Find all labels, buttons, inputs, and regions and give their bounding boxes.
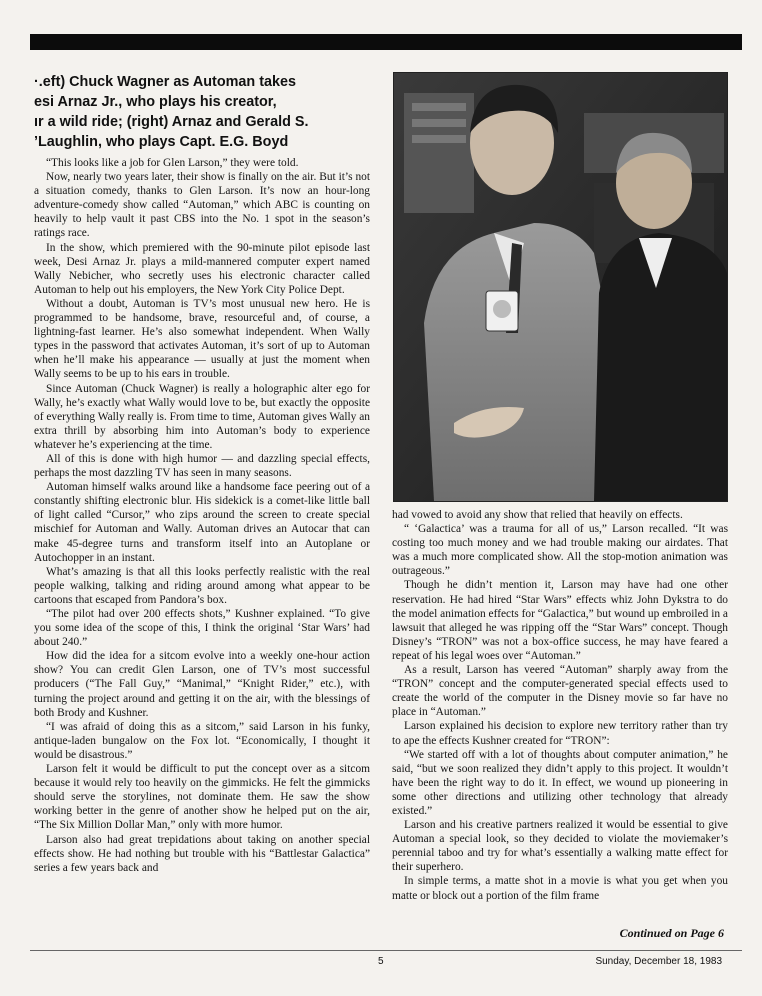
article-paragraph: As a result, Larson has veered “Automan” sharply away from the “TRON” concept and the computer-generated special effects used to create the world of the computer in the Disney movie so far have no place in “Automan.” (392, 664, 728, 719)
article-paragraph: How did the idea for a sitcom evolve into a weekly one-hour action show? You can credit Glen Larson, one of TV’s most successful producers (“The Fall Guy,” “Manimal,” “Knight Rider,” etc.), with turning the project around and getting it on the air, with the blessings of both Brody and Kushner. (34, 650, 370, 719)
caption-line: ·.eft) Chuck Wagner as Automan takes (34, 74, 297, 90)
article-paragraph: “I was afraid of doing this as a sitcom,” said Larson in his funky, antique-laden bungalow on the Fox lot. “Economically, I thought it would be disastrous.” (34, 720, 370, 761)
caption-line: ır a wild ride; (right) Arnaz and Gerald S. (34, 114, 309, 130)
article-paragraph: In the show, which premiered with the 90-minute pilot episode last week, Desi Arnaz Jr. plays a mild-mannered computer expert named Wally Nebicher, who secretly uses his electronic character called Automan to help out his employers, the New York City Police Dept. (34, 241, 370, 296)
article-paragraph: Larson and his creative partners realized it would be essential to give Automan a special look, so they decided to violate the moviemaker’s perennial taboo and try for what’s essentially a walking matte effect for their superhero. (392, 819, 728, 874)
issue-date: Sunday, December 18, 1983 (595, 956, 722, 967)
article-paragraph: Without a doubt, Automan is TV’s most unusual new hero. He is programmed to be handsome, brave, resourceful and, of course, a lightning-fast learner. He’s also somewhat independent. When Wally types in the password that activates Automan, it’s sort of up to Automan when he’ll make his appearance — usually at just the moment when Wally seems to be up to his ears in trouble. (34, 297, 370, 381)
article-paragraph: Automan himself walks around like a handsome face peering out of a constantly shifting electronic blur. His sidekick is a comet-like little ball of light called “Cursor,” who zips around the screen to create special mischief for Automan and Wally. Automan drives an Autocar that can make 45-degree turns and transform itself into an Autoplane or Autochopper in an instant. (34, 481, 370, 564)
article-paragraph: had vowed to avoid any show that relied that heavily on effects. (392, 509, 683, 521)
article-column-right (392, 508, 728, 903)
article-paragraph: Larson also had great trepidations about taking on another special effects show. He had nothing but trouble with his “Battlestar Galactica” series a few years back and (34, 833, 370, 874)
article-paragraph: “This looks like a job for Glen Larson,” they were told. (46, 157, 299, 169)
article-paragraph: Though he didn’t mention it, Larson may have had one other reservation. He had hired “Star Wars” effects whiz John Dykstra to do the model animation effects for “Galactica,” but wound up embroiled in a lawsuit that alleged he was ripping off the “Star Wars” concept. Though Disney’s “TRON” was not a box-office success, he may have feared a repeat of his legal woes over “Automan.” (392, 579, 728, 662)
article-column-left (34, 156, 370, 875)
article-paragraph: Larson explained his decision to explore new territory rather than try to ape the effects Kushner created for “TRON”: (392, 720, 728, 747)
article-paragraph: “The pilot had over 200 effects shots,” Kushner explained. “To give you some idea of the scope of this, I think the original ‘Star Wars’ had about 240.” (34, 608, 370, 649)
header-rule (30, 34, 742, 50)
article-paragraph: “We started off with a lot of thoughts about computer animation,” he said, “but we soon realized they didn’t apply to this project. It wouldn’t have been the right way to do it. In effect, we wound up pioneering in some other directions and utilizing other technology that already existed.” (392, 748, 728, 817)
article-paragraph: What’s amazing is that all this looks perfectly realistic with the real people walking, talking and riding around among what appear to be cartoons that escaped from Pandora’s box. (34, 565, 370, 606)
page-number: 5 (378, 956, 384, 967)
article-paragraph: In simple terms, a matte shot in a movie is what you get when you matte or block out a portion of the film frame (392, 875, 728, 902)
cast-photo-image (394, 73, 727, 501)
cast-photo (393, 72, 728, 502)
article-paragraph: Larson felt it would be difficult to put the concept over as a sitcom because it would rely too heavily on the gimmicks. He felt the gimmicks should serve the storylines, not dominate them. He saw the show working better in the genre of another show he helped put on the air, “The Six Million Dollar Man,” only with more humor. (34, 763, 370, 832)
caption-line: esi Arnaz Jr., who plays his creator, (34, 94, 277, 110)
article-paragraph: Now, nearly two years later, their show is finally on the air. But it’s not a situation comedy, thanks to Glen Larson. It’s now an hour-long adventure-comedy show called “Automan,” which ABC is counting on heavily to help vault it past CBS into the No. 1 spot in the season’s ratings race. (34, 171, 370, 240)
photo-caption (34, 72, 384, 152)
article-paragraph: Since Automan (Chuck Wagner) is really a holographic alter ego for Wally, he’s exactly what Wally would love to be, but exactly the opposite of everything Wally really is. From time to time, Automan gives Wally an extra thrill by absorbing him into Automan’s body to experience whatever he’s experiencing at the time. (34, 382, 370, 451)
article-paragraph: “ ‘Galactica’ was a trauma for all of us,” Larson recalled. “It was costing too much money and we had trouble making our airdates. That was a much more complicated show. All the stop-motion animation was outrageous.” (392, 523, 728, 578)
caption-line: ’Laughlin, who plays Capt. E.G. Boyd (34, 134, 289, 150)
continued-link[interactable]: Continued on Page 6 (619, 926, 724, 940)
footer-rule (30, 950, 742, 951)
article-paragraph: All of this is done with high humor — and dazzling special effects, perhaps the most dazzling TV has seen in many seasons. (34, 452, 370, 480)
